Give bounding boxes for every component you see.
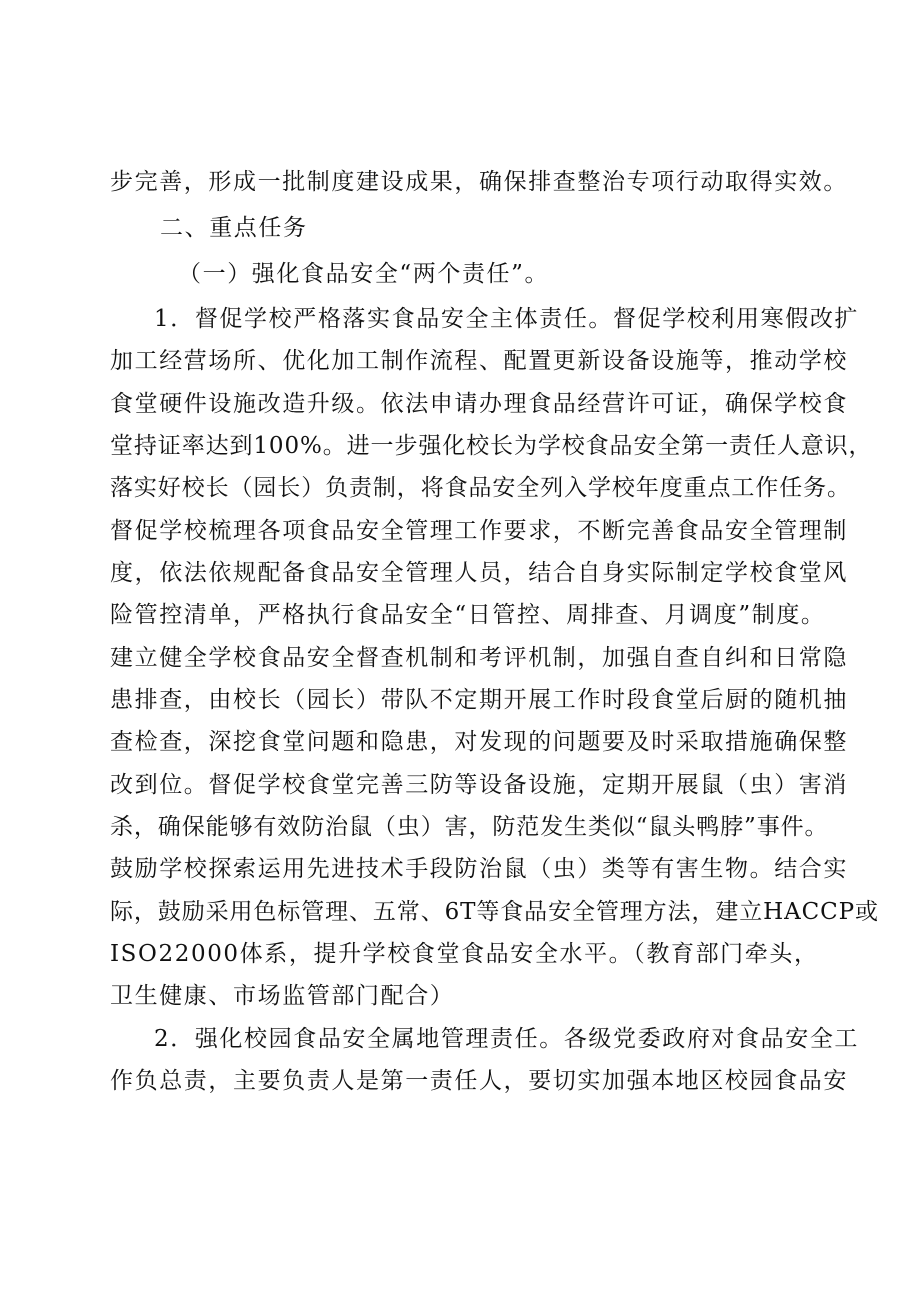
text-line: 食堂硬件设施改造升级。依法申请办理食品经营许可证，确保学校食 (110, 391, 848, 417)
text-line: 杀，确保能够有效防治鼠（虫）害，防范发生类似“鼠头鸭脖”事件。 (110, 814, 829, 840)
text-line: 度，依法依规配备食品安全管理人员，结合自身实际制定学校食堂风 (110, 560, 848, 586)
text-line: 落实好校长（园长）负责制，将食品安全列入学校年度重点工作任务。 (110, 475, 851, 501)
text-line: 患排查，由校长（园长）带队不定期开展工作时段食堂后厨的随机抽 (110, 687, 848, 713)
text-line: 作负总责，主要负责人是第一责任人，要切实加强本地区校园食品安 (110, 1068, 848, 1094)
paragraph-2-start: 2．强化校园食品安全属地管理责任。各级党委政府对食品安全工 (154, 1026, 860, 1052)
paragraph-1-start: 1．督促学校严格落实食品安全主体责任。督促学校利用寒假改扩 (154, 306, 860, 332)
text-line: 堂持证率达到100%。进一步强化校长为学校食品安全第一责任人意识， (110, 433, 873, 459)
text-line: 加工经营场所、优化加工制作流程、配置更新设备设施等，推动学校 (110, 348, 848, 374)
text-line: 际，鼓励采用色标管理、五常、6T等食品安全管理方法，建立HACCP或 (110, 899, 879, 925)
section-heading: 二、重点任务 (160, 215, 308, 241)
text-line: 查检查，深挖食堂问题和隐患，对发现的问题要及时采取措施确保整 (110, 729, 848, 755)
text-line: 卫生健康、市场监管部门配合） (110, 983, 455, 1009)
text-line: 建立健全学校食品安全督查机制和考评机制，加强自查自纠和日常隐 (110, 645, 848, 671)
text-line: ISO22000体系，提升学校食堂食品安全水平。（教育部门牵头， (110, 941, 819, 967)
text-line: 步完善，形成一批制度建设成果，确保排查整治专项行动取得实效。 (110, 169, 848, 195)
subsection-heading: （一）强化食品安全“两个责任”。 (178, 261, 550, 287)
text-line: 险管控清单，严格执行食品安全“日管控、周排查、月调度”制度。 (110, 602, 826, 628)
text-line: 督促学校梳理各项食品安全管理工作要求，不断完善食品安全管理制 (110, 518, 848, 544)
text-line: 改到位。督促学校食堂完善三防等设备设施，定期开展鼠（虫）害消 (110, 772, 848, 798)
text-line: 鼓励学校探索运用先进技术手段防治鼠（虫）类等有害生物。结合实 (110, 856, 848, 882)
